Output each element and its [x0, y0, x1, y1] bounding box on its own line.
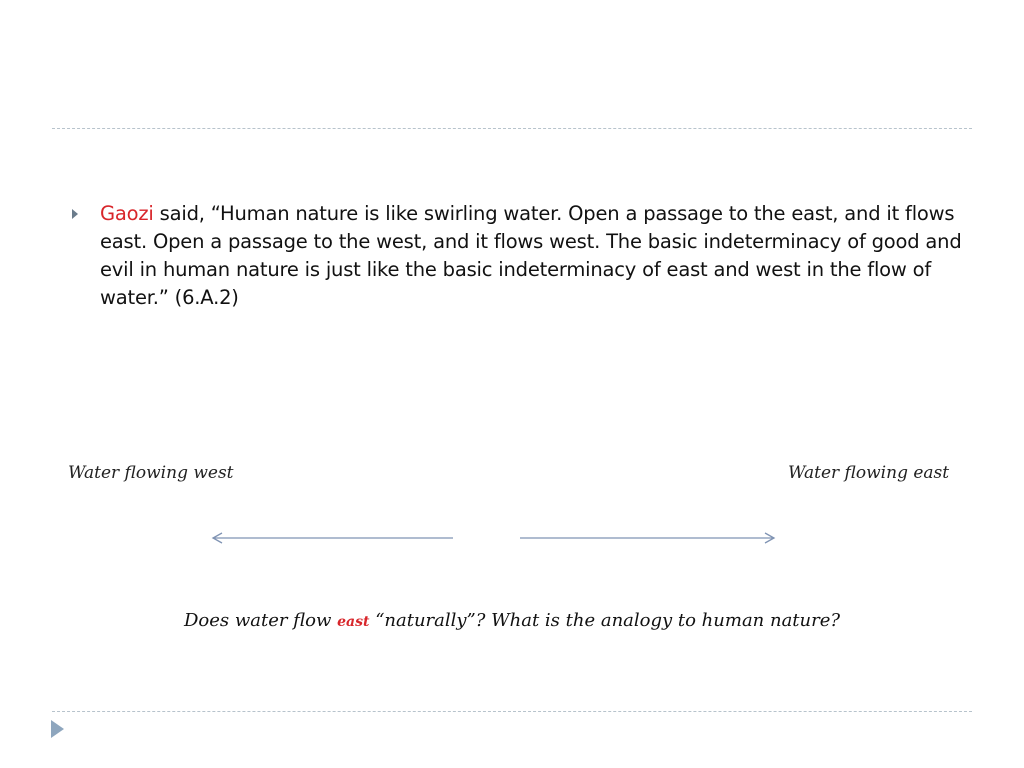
analogy-question — [0, 610, 1024, 631]
caption-water-west: Water flowing west — [68, 463, 234, 483]
quote-body: said, “Human nature is like swirling water. Open a passage to the east, and it flows east. Open a passage to the west, and it flows west. The basic indeterminacy of good and evil in human nature is just like the basic indeterminacy of east and west in the flow of water.” (6.A.2) — [100, 202, 962, 309]
quote-bullet — [72, 200, 972, 312]
arrow-right-icon — [518, 530, 780, 546]
triangle-bullet-icon — [72, 209, 78, 219]
question-start: Does water flow — [183, 610, 338, 631]
arrow-left-icon — [210, 530, 460, 546]
speaker-name: Gaozi — [100, 202, 154, 225]
question-end: “naturally”? What is the analogy to human nature? — [369, 610, 841, 631]
bottom-divider — [52, 711, 972, 712]
play-triangle-icon[interactable] — [51, 720, 64, 738]
quote-text — [100, 200, 970, 312]
question-emphasis: east — [337, 614, 370, 630]
top-divider — [52, 128, 972, 129]
caption-water-east: Water flowing east — [788, 463, 950, 483]
